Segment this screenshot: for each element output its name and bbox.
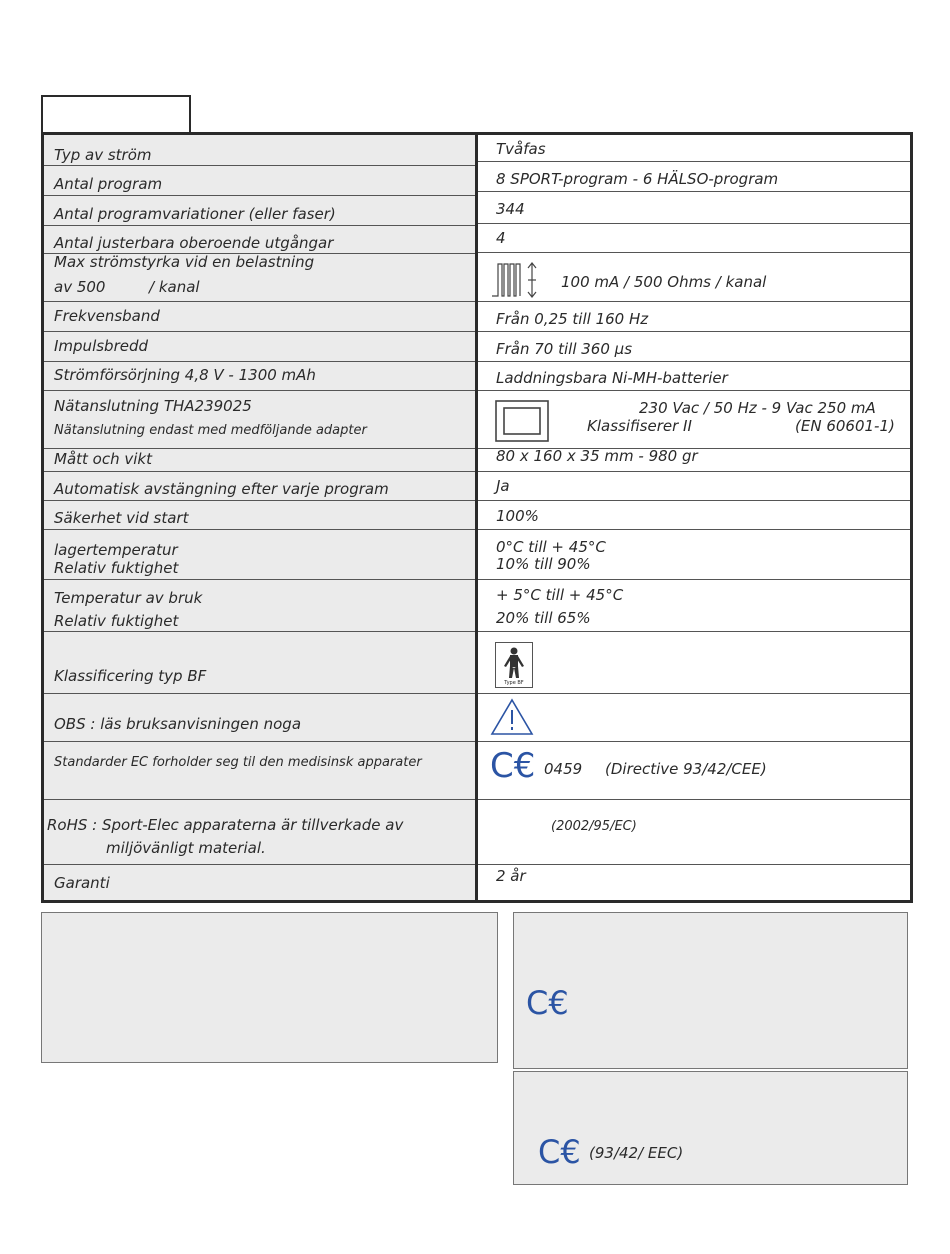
header-tab xyxy=(41,95,191,135)
value-auto-off: Ja xyxy=(496,477,510,495)
type-bf-person-icon xyxy=(495,642,533,688)
directive-text: (93/42/ EEC) xyxy=(589,1144,684,1162)
label-storage-temp: lagertemperatur xyxy=(54,541,178,559)
label-frequency-band: Frekvensband xyxy=(54,307,160,325)
label-storage-humidity: Relativ fuktighet xyxy=(54,559,179,577)
value-program-count: 8 SPORT-program - 6 HÄLSO-program xyxy=(496,170,779,188)
label-max-current-per-channel: / kanal xyxy=(149,278,200,296)
label-max-current-load: av 500 xyxy=(54,278,106,296)
value-notified-body: 0459 xyxy=(544,760,583,778)
label-safety-start: Säkerhet vid start xyxy=(54,509,189,527)
value-rohs-directive: (2002/95/EC) xyxy=(551,819,637,834)
label-power-supply: Strömförsörjning 4,8 V - 1300 mAh xyxy=(54,366,316,384)
pulse-waveform-icon xyxy=(490,260,540,300)
ce-mark-icon: C€ xyxy=(538,1133,581,1171)
label-program-variations: Antal programvariationer (eller faser) xyxy=(54,205,336,223)
info-box-right-bottom xyxy=(513,1071,908,1185)
type-bf-caption: Type BF xyxy=(504,680,524,686)
label-mains-connection: Nätanslutning THA239025 xyxy=(54,397,252,415)
info-box-left xyxy=(41,912,498,1063)
class-ii-double-square-icon xyxy=(495,400,550,442)
label-outputs: Antal justerbara oberoende utgångar xyxy=(54,234,334,252)
value-dimensions: 80 x 160 x 35 mm - 980 gr xyxy=(496,447,698,465)
value-outputs: 4 xyxy=(496,229,506,247)
label-mains-adapter-note: Nätanslutning endast med medföljande adapter xyxy=(54,423,367,438)
label-use-temp: Temperatur av bruk xyxy=(54,589,203,607)
label-dimensions: Mått och vikt xyxy=(54,450,152,468)
label-pulse-width: Impulsbredd xyxy=(54,337,149,355)
value-pulse-width: Från 70 till 360 µs xyxy=(496,340,633,358)
value-mains-standard: (EN 60601-1) xyxy=(795,417,895,435)
label-auto-off: Automatisk avstängning efter varje program xyxy=(54,480,389,498)
info-box-right-top xyxy=(513,912,908,1069)
ce-mark-icon: C€ xyxy=(526,984,569,1022)
label-max-current: Max strömstyrka vid en belastning xyxy=(54,253,315,271)
label-warranty: Garanti xyxy=(54,874,110,892)
value-use-temp: + 5°C till + 45°C xyxy=(496,586,624,604)
label-use-humidity: Relativ fuktighet xyxy=(54,612,179,630)
value-power-supply: Laddningsbara Ni-MH-batterier xyxy=(496,369,728,387)
value-storage-humidity: 10% till 90% xyxy=(496,555,591,573)
label-read-manual: OBS : läs bruksanvisningen noga xyxy=(54,715,302,733)
column-divider xyxy=(475,135,478,900)
label-rohs-material: miljövänligt material. xyxy=(106,839,266,857)
value-frequency-band: Från 0,25 till 160 Hz xyxy=(496,310,649,328)
ce-mark-icon: C€ xyxy=(490,746,536,786)
value-directive: (Directive 93/42/CEE) xyxy=(605,760,767,778)
value-current-type: Tvåfas xyxy=(496,140,546,158)
label-ec-standards: Standarder EC forholder seg til den medisinsk apparater xyxy=(54,755,422,770)
label-type-bf: Klassificering typ BF xyxy=(54,667,207,685)
label-rohs: RoHS : Sport-Elec apparaterna är tillverkade av xyxy=(47,816,404,834)
value-safety-start: 100% xyxy=(496,507,539,525)
spec-table xyxy=(41,132,913,903)
value-warranty: 2 år xyxy=(496,867,526,885)
value-storage-temp: 0°C till + 45°C xyxy=(496,538,606,556)
value-use-humidity: 20% till 65% xyxy=(496,609,591,627)
value-max-current: 100 mA / 500 Ohms / kanal xyxy=(561,273,767,291)
value-program-variations: 344 xyxy=(496,200,525,218)
label-program-count: Antal program xyxy=(54,175,163,193)
value-mains-voltage: 230 Vac / 50 Hz - 9 Vac 250 mA xyxy=(639,399,876,417)
value-mains-class: Klassifiserer II xyxy=(587,417,692,435)
label-current-type: Typ av ström xyxy=(54,146,152,164)
warning-triangle-icon xyxy=(490,698,534,736)
